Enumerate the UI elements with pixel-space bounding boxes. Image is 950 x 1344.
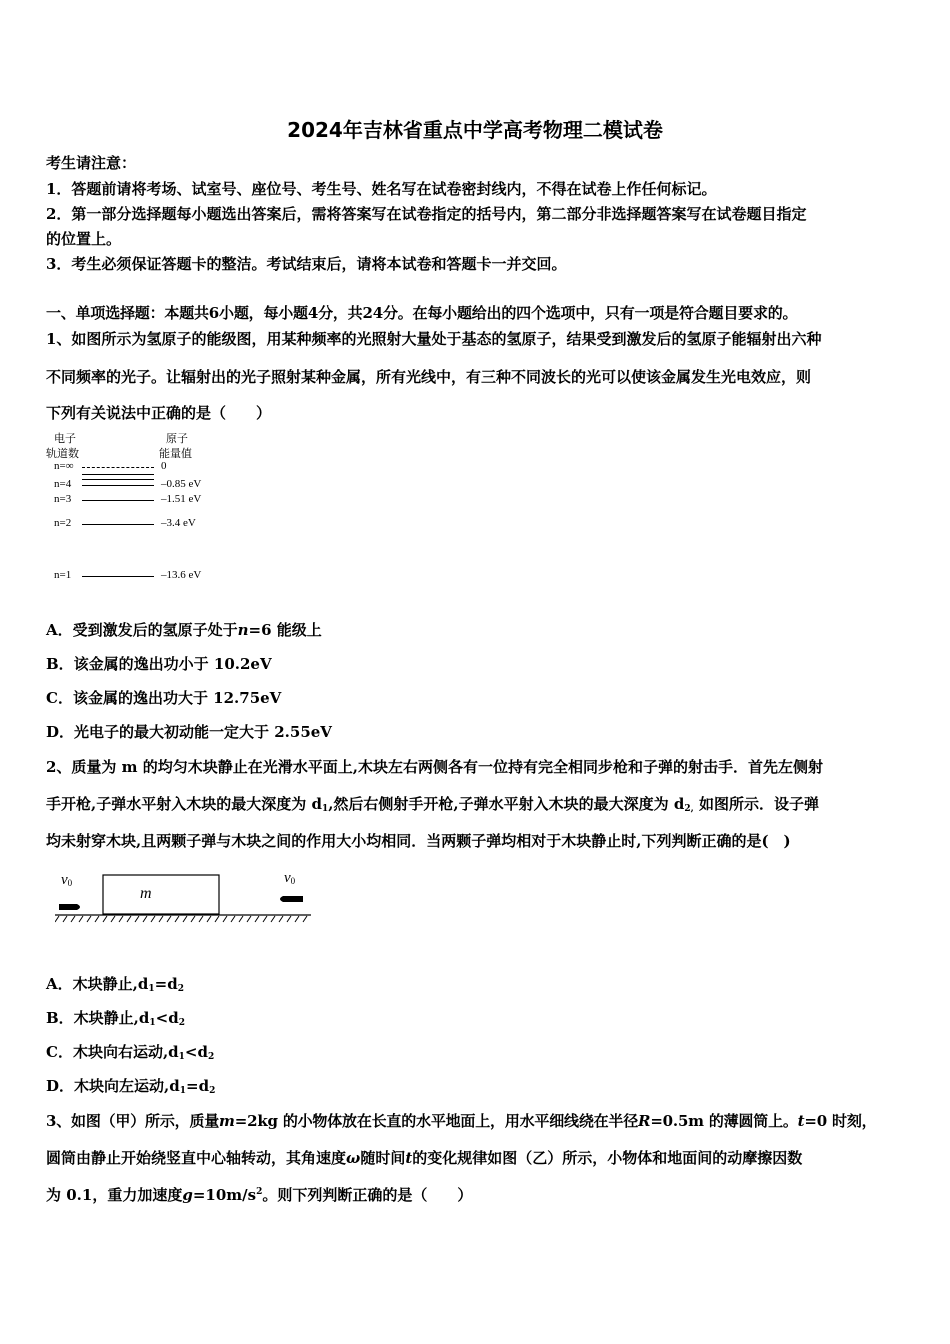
stem-variable: t bbox=[405, 1149, 413, 1167]
subscript: 0 bbox=[290, 876, 296, 886]
notice-heading: 考生请注意： bbox=[46, 154, 137, 172]
subscript: 1 bbox=[179, 1086, 186, 1096]
energy-level-line bbox=[82, 485, 154, 486]
level-n-label: n=2 bbox=[54, 517, 72, 529]
stem-text: 随时间 bbox=[360, 1149, 406, 1167]
q3-stem-line bbox=[46, 1110, 876, 1131]
stem-variable: g bbox=[182, 1186, 193, 1204]
stem-variable: R bbox=[638, 1112, 651, 1130]
option-text: <d bbox=[155, 1009, 179, 1027]
level-n-label: n=3 bbox=[54, 493, 72, 505]
level-energy-label: –13.6 eV bbox=[161, 569, 202, 581]
subscript: 1 bbox=[149, 1018, 156, 1028]
subscript: 2 bbox=[178, 1018, 185, 1028]
velocity-symbol: v bbox=[284, 870, 291, 886]
energy-level-line bbox=[82, 467, 154, 468]
q1-option-b: B．该金属的逸出功小于 10.2eV bbox=[46, 655, 272, 673]
stem-text: ,然后右侧射手开枪,子弹水平射入木块的最大深度为 d bbox=[328, 795, 685, 813]
level-energy-label: –3.4 eV bbox=[161, 517, 196, 529]
option-text: C．木块向右运动,d bbox=[46, 1043, 179, 1061]
diagram-col2-label: 原子 bbox=[166, 432, 188, 445]
page-title: 2024年吉林省重点中学高考物理二模试卷 bbox=[287, 118, 663, 142]
subscript: 2 bbox=[209, 1086, 216, 1096]
subscript: 2 bbox=[177, 984, 184, 994]
superscript: 2 bbox=[256, 1187, 263, 1197]
stem-variable: m bbox=[219, 1112, 235, 1130]
option-text: =d bbox=[186, 1077, 210, 1095]
wooden-block bbox=[103, 875, 219, 914]
stem-text: 为 0.1，重力加速度 bbox=[46, 1186, 183, 1204]
diagram-col2-label: 能量值 bbox=[159, 447, 192, 460]
option-text: B．木块静止,d bbox=[46, 1009, 150, 1027]
diagram-col1-label: 轨道数 bbox=[46, 447, 79, 460]
q1-option-a bbox=[46, 619, 322, 640]
subscript: 1 bbox=[148, 984, 155, 994]
stem-text: =10m/s bbox=[192, 1186, 257, 1204]
left-velocity-label bbox=[61, 872, 72, 889]
notice-item: 1．答题前请将考场、试室号、座位号、考生号、姓名写在试卷密封线内，不得在试卷上作任何标记。 bbox=[46, 180, 717, 198]
q2-option-a bbox=[46, 973, 184, 994]
right-bullet bbox=[280, 896, 303, 902]
stem-text: =2kg 的小物体放在长直的水平地面上，用水平细线绕在半径 bbox=[234, 1112, 639, 1130]
level-energy-label: –1.51 eV bbox=[161, 493, 202, 505]
stem-text: =0 时刻， bbox=[804, 1112, 877, 1130]
stem-text: 3、如图（甲）所示，质量 bbox=[46, 1112, 220, 1130]
stem-text: 的变化规律如图（乙）所示，小物体和地面间的动摩擦因数 bbox=[412, 1149, 803, 1167]
block-diagram-svg bbox=[55, 868, 315, 926]
option-text: A．受到激发后的氢原子处于 bbox=[46, 621, 238, 639]
q2-option-d bbox=[46, 1075, 215, 1096]
q2-stem-line: 2、质量为 m 的均匀木块静止在光滑水平面上,木块左右两侧各有一位持有完全相同步枪和子弹的射击手．首先左侧射 bbox=[46, 758, 823, 776]
right-velocity-label bbox=[284, 870, 295, 887]
level-n-label: n=∞ bbox=[54, 460, 74, 472]
q3-stem-line bbox=[46, 1184, 472, 1205]
option-text: <d bbox=[184, 1043, 208, 1061]
option-text: A．木块静止,d bbox=[46, 975, 149, 993]
block-bullet-diagram bbox=[55, 868, 315, 926]
subscript: 2, bbox=[684, 804, 694, 814]
notice-item: 3．考生必须保证答题卡的整洁。考试结束后，请将本试卷和答题卡一并交回。 bbox=[46, 255, 567, 273]
stem-text: 。则下列判断正确的是（ ） bbox=[262, 1186, 473, 1204]
q1-stem-line: 1、如图所示为氢原子的能级图，用某种频率的光照射大量处于基态的氢原子，结果受到激发后的氢原子能辐射出六种 bbox=[46, 330, 822, 348]
energy-level-line bbox=[82, 474, 154, 475]
energy-level-line bbox=[82, 500, 154, 501]
q2-stem-line: 均未射穿木块,且两颗子弹与木块之间的作用大小均相同．当两颗子弹均相对于木块静止时,下列判断正确的是( ) bbox=[46, 832, 791, 850]
subscript: 1 bbox=[321, 804, 329, 814]
energy-level-line bbox=[82, 479, 154, 480]
stem-variable: t bbox=[797, 1112, 805, 1130]
stem-text: 手开枪,子弹水平射入木块的最大深度为 d bbox=[46, 795, 322, 813]
q3-stem-line bbox=[46, 1147, 802, 1168]
q2-option-b bbox=[46, 1007, 185, 1028]
option-text: D．木块向左运动,d bbox=[46, 1077, 180, 1095]
subscript: 1 bbox=[178, 1052, 185, 1062]
energy-level-line bbox=[82, 524, 154, 525]
subscript: 0 bbox=[67, 878, 73, 888]
section-heading: 一、单项选择题：本题共6小题，每小题4分，共24分。在每小题给出的四个选项中，只有一项是符合题目要求的。 bbox=[46, 304, 798, 322]
q1-stem-line: 不同频率的光子。让辐射出的光子照射某种金属，所有光线中，有三种不同波长的光可以使该金属发生光电效应，则 bbox=[46, 368, 812, 386]
q2-stem-line bbox=[46, 793, 819, 814]
option-variable: n bbox=[237, 621, 249, 639]
level-energy-label: 0 bbox=[161, 460, 167, 472]
notice-item: 的位置上。 bbox=[46, 230, 122, 248]
stem-variable: ω bbox=[346, 1149, 361, 1167]
q1-option-d: D．光电子的最大初动能一定大于 2.55eV bbox=[46, 723, 332, 741]
stem-text: =0.5m 的薄圆筒上。 bbox=[650, 1112, 798, 1130]
block-mass-label: m bbox=[140, 885, 152, 902]
stem-text: 如图所示．设子弹 bbox=[693, 795, 820, 813]
stem-text: 圆筒由静止开始绕竖直中心轴转动，其角速度 bbox=[46, 1149, 347, 1167]
energy-level-diagram bbox=[44, 430, 244, 590]
ground-hatch bbox=[55, 916, 307, 922]
level-n-label: n=1 bbox=[54, 569, 72, 581]
q2-option-c bbox=[46, 1041, 214, 1062]
notice-item: 2．第一部分选择题每小题选出答案后，需将答案写在试卷指定的括号内，第二部分非选择题答案写在试卷题目指定 bbox=[46, 205, 807, 223]
level-energy-label: –0.85 eV bbox=[161, 478, 202, 490]
velocity-symbol: v bbox=[61, 872, 68, 888]
subscript: 2 bbox=[207, 1052, 215, 1062]
q1-option-c: C．该金属的逸出功大于 12.75eV bbox=[46, 689, 282, 707]
left-bullet bbox=[59, 904, 80, 910]
diagram-col1-label: 电子 bbox=[54, 432, 76, 445]
q1-stem-line: 下列有关说法中正确的是（ ） bbox=[46, 404, 272, 422]
energy-level-line bbox=[82, 576, 154, 577]
level-n-label: n=4 bbox=[54, 478, 72, 490]
option-text: =6 能级上 bbox=[248, 621, 322, 639]
option-text: =d bbox=[154, 975, 178, 993]
